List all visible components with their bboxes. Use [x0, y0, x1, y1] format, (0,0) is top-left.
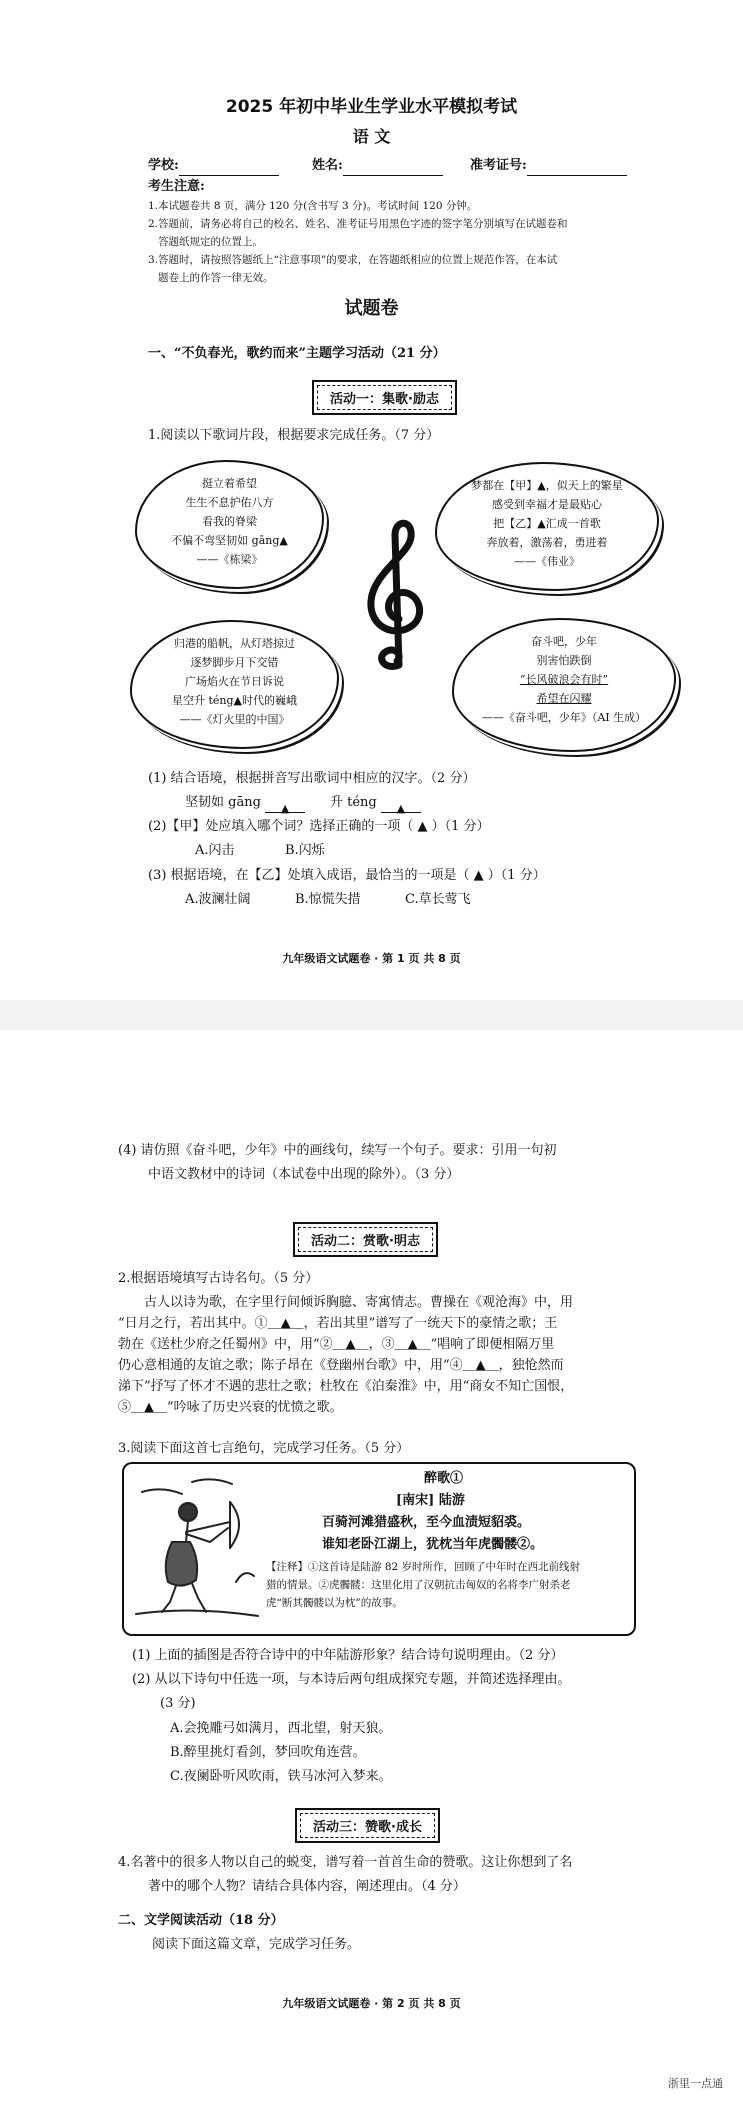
lyric-source: ——《奋斗吧，少年》（AI 生成） — [481, 711, 647, 724]
lyric-line: 奔放着，激荡着，勇进着 — [486, 536, 608, 549]
option-3-2-b[interactable]: B.醉里挑灯看剑，梦回吹角连营。 — [170, 1745, 366, 1760]
section-2-text: 阅读下面这篇文章，完成学习任务。 — [152, 1937, 361, 1952]
question-1-3: (3) 根据语境，在【乙】处填入成语，最恰当的一项是（ ▲ ）（1 分） — [148, 868, 546, 883]
passage-line: 古人以诗为歌，在字里行间倾诉胸臆、寄寓情志。曹操在《观沧海》中，用 — [144, 1295, 574, 1310]
watermark: 浙里一点通 — [668, 2077, 723, 2090]
activity-2-box — [293, 1222, 438, 1257]
passage-line: 勃在《送杜少府之任蜀州》中，用“②＿▲＿，③＿▲＿”唱响了即便相隔万里 — [118, 1337, 555, 1352]
exam-page-1 — [0, 0, 743, 1000]
notice-title: 考生注意: — [148, 179, 205, 194]
poem-line-2: 谁知老卧江湖上，犹枕当年虎髑髅②。 — [322, 1537, 544, 1552]
field-ticket-label: 准考证号: — [470, 158, 527, 173]
exam-title: 2025 年初中毕业生学业水平模拟考试 — [225, 97, 518, 117]
question-3-2: (2) 从以下诗句中任选一项，与本诗后两句组成探究专题，并简述选择理由。 — [132, 1672, 571, 1687]
option-1-2-a[interactable]: A.闪击 — [195, 843, 235, 858]
answer-gang-blank[interactable]: ▲ — [265, 798, 305, 813]
lyric-cloud-weiye — [435, 462, 659, 591]
lyric-line: 逐梦脚步月下交错 — [190, 656, 279, 669]
field-school-label: 学校: — [148, 158, 179, 173]
lyric-line: 看我的脊梁 — [202, 515, 257, 528]
notice-line: 答题纸规定的位置上。 — [158, 236, 263, 248]
notice-line: 2.答题前，请务必将自己的校名、姓名、准考证号用黑色字迹的签字笔分别填写在试题卷和 — [148, 218, 568, 230]
lyric-line: 不偏不弯坚韧如 gāng▲ — [171, 534, 288, 547]
question-3-1: (1) 上面的插图是否符合诗中的中年陆游形象？结合诗句说明理由。（2 分） — [132, 1648, 564, 1663]
lyric-cloud-dongliang — [135, 460, 324, 589]
question-3-2-score: (3 分) — [160, 1696, 196, 1711]
lyric-line: 挺立着希望 — [202, 477, 257, 490]
lyric-cloud-dengguo — [130, 620, 339, 749]
poem-box — [122, 1462, 636, 1636]
lyric-line: 奋斗吧，少年 — [531, 635, 597, 648]
question-3: 3.阅读下面这首七言绝句，完成学习任务。（5 分） — [118, 1441, 410, 1456]
field-ticket — [470, 155, 627, 176]
lyric-source: ——《伟业》 — [514, 555, 580, 568]
lyric-line: 别害怕跌倒 — [536, 654, 592, 667]
field-name — [312, 155, 443, 176]
answer-teng-label: 升 téng — [330, 795, 377, 810]
activity-3-title: 活动三：赞歌·成长 — [300, 1813, 435, 1838]
exam-page-2 — [0, 1030, 743, 2102]
question-2-text — [118, 1292, 638, 1418]
section-1-heading: 一、“不负春光，歌约而来”主题学习活动（21 分） — [148, 346, 446, 361]
question-1-4: (4) 请仿照《奋斗吧，少年》中的画线句，续写一个句子。要求：引用一句初 — [118, 1143, 557, 1158]
activity-1-title: 活动一：集歌·励志 — [317, 385, 452, 410]
answer-teng-blank[interactable]: ▲ — [381, 798, 421, 813]
passage-line: ⑤＿▲＿”吟咏了历史兴衰的忧愤之歌。 — [118, 1400, 343, 1415]
lyric-cloud-fendou — [452, 618, 676, 752]
page-footer: 九年级语文试题卷 · 第 1 页 共 8 页 — [282, 952, 461, 965]
poem-author: [南宋] 陆游 — [396, 1493, 465, 1508]
poem-line-1: 百骑河滩猎盛秋，至今血渍短貂裘。 — [322, 1515, 531, 1530]
passage-line: 涕下”抒写了怀才不遇的悲壮之歌；杜牧在《泊秦淮》中，用“商女不知亡国恨， — [118, 1379, 574, 1394]
page-footer: 九年级语文试题卷 · 第 2 页 共 8 页 — [282, 1997, 461, 2010]
answer-gang-label: 坚韧如 gāng — [185, 795, 261, 810]
page-gap — [0, 1000, 743, 1030]
lyric-underlined-line: 希望在闪耀 — [536, 692, 592, 705]
lyric-line: 梦都在【甲】▲，似天上的繁星 — [471, 479, 623, 492]
lyric-line: 感受到幸福才是最贴心 — [492, 498, 602, 511]
lyric-line: 广场焰火在节日诉说 — [185, 675, 284, 688]
activity-1-box — [312, 380, 457, 415]
question-1-2: (2)【甲】处应填入哪个词？选择正确的一项（ ▲ ）（1 分） — [148, 819, 490, 834]
lyric-underlined-line: “长风破浪会有时” — [519, 673, 609, 686]
notice-list — [148, 197, 568, 287]
question-1-1: (1) 结合语境，根据拼音写出歌词中相应的汉字。（2 分） — [148, 771, 476, 786]
question-1-4-cont: 中语文教材中的诗词（本试卷中出现的除外）。（3 分） — [148, 1167, 460, 1182]
question-1: 1.阅读以下歌词片段，根据要求完成任务。（7 分） — [148, 428, 440, 443]
lyric-source: ——《栋梁》 — [196, 553, 263, 566]
lyric-source: ——《灯火里的中国》 — [179, 713, 290, 726]
notice-line: 3.答题时，请按照答题纸上“注意事项”的要求，在答题纸相应的位置上规范作答，在本试 — [148, 254, 558, 266]
activity-3-box — [295, 1808, 440, 1843]
school-line[interactable] — [179, 161, 279, 176]
option-3-2-c[interactable]: C.夜阑卧听风吹雨，铁马冰河入梦来。 — [170, 1769, 392, 1784]
poem-note-line: 虎“断其髑髅以为枕”的故事。 — [266, 1597, 403, 1609]
option-3-2-a[interactable]: A.会挽雕弓如满月，西北望，射天狼。 — [170, 1721, 392, 1736]
notice-line: 题卷上的作答一律无效。 — [158, 272, 274, 284]
option-1-3-a[interactable]: A.波澜壮阔 — [185, 892, 251, 907]
question-4-cont: 著中的哪个人物？请结合具体内容，阐述理由。（4 分） — [148, 1879, 466, 1894]
subject-title: 语 文 — [352, 127, 391, 146]
paper-title: 试题卷 — [344, 298, 399, 319]
lyric-line: 把【乙】▲汇成一首歌 — [493, 517, 601, 530]
passage-line: “日月之行，若出其中。①＿▲＿，若出其里”谱写了一统天下的豪情之歌；王 — [118, 1316, 558, 1331]
answer-teng — [330, 792, 421, 813]
answer-gang — [185, 792, 305, 813]
option-1-2-b[interactable]: B.闪烁 — [285, 843, 325, 858]
lyric-line: 星空升 téng▲时代的巍峨 — [171, 694, 297, 707]
question-2: 2.根据语境填写古诗名句。（5 分） — [118, 1271, 319, 1286]
archer-illustration — [132, 1472, 262, 1622]
name-line[interactable] — [343, 161, 443, 176]
section-2-heading: 二、文学阅读活动（18 分） — [118, 1913, 284, 1928]
poem-note-line: 【注释】①这首诗是陆游 82 岁时所作，回顾了中年时在西北前线射 — [266, 1561, 581, 1573]
poem-note-line: 猎的情景。②虎髑髅：这里化用了汉朝抗击匈奴的名将李广射杀老 — [266, 1579, 571, 1591]
lyric-line: 归港的船帆，从灯塔掠过 — [174, 637, 295, 650]
notice-line: 1.本试题卷共 8 页，满分 120 分(含书写 3 分)。考试时间 120 分钟。 — [148, 200, 478, 212]
field-school — [148, 155, 279, 176]
lyric-line: 生生不息护佑八方 — [185, 496, 274, 509]
activity-2-title: 活动二：赏歌·明志 — [298, 1227, 433, 1252]
poem-title: 醉歌① — [424, 1471, 464, 1486]
passage-line: 仍心意相通的友谊之歌；陈子昂在《登幽州台歌》中，用“④＿▲＿，独怆然而 — [118, 1358, 564, 1373]
treble-clef-icon — [355, 515, 435, 675]
poem-notes — [266, 1558, 628, 1612]
question-4: 4.名著中的很多人物以自己的蜕变，谱写着一首首生命的赞歌。这让你想到了名 — [118, 1855, 573, 1870]
field-name-label: 姓名: — [312, 158, 343, 173]
option-1-3-c[interactable]: C.草长莺飞 — [405, 892, 471, 907]
ticket-line[interactable] — [527, 161, 627, 176]
option-1-3-b[interactable]: B.惊慌失措 — [295, 892, 361, 907]
